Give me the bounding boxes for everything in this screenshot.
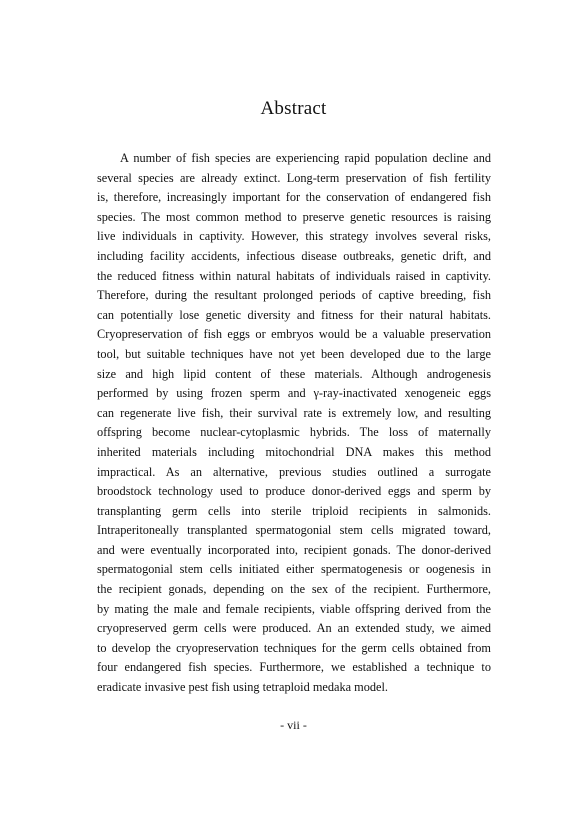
abstract-line: offspring become nuclear-cytoplasmic hybrids. The loss of maternally	[97, 425, 491, 440]
abstract-line: to develop the cryopreservation techniques for the germ cells obtained from	[97, 640, 491, 655]
abstract-line: Therefore, during the resultant prolonged periods of captive breeding, fish	[97, 288, 491, 303]
abstract-line: the recipient gonads, depending on the sex of the recipient. Furthermore,	[97, 582, 491, 597]
page-number: - vii -	[280, 718, 307, 732]
abstract-paragraph	[97, 149, 491, 698]
abstract-line: cryopreserved germ cells were produced. An an extended study, we aimed	[97, 621, 491, 636]
abstract-line: is, therefore, increasingly important for the conservation of endangered fish	[97, 190, 491, 205]
abstract-line: Cryopreservation of fish eggs or embryos would be a valuable preservation	[97, 327, 491, 342]
abstract-line: including facility accidents, infectious disease outbreaks, genetic drift, and	[97, 248, 491, 263]
abstract-line: the reduced fitness within natural habitats of individuals raised in captivity.	[97, 268, 491, 283]
abstract-line: several species are already extinct. Long-term preservation of fish fertility	[97, 170, 491, 185]
abstract-line: inherited materials including mitochondrial DNA makes this method	[97, 444, 491, 459]
abstract-title: Abstract	[260, 98, 327, 119]
abstract-line: by mating the male and female recipients, viable offspring derived from the	[97, 601, 491, 616]
abstract-line: Intraperitoneally transplanted spermatogonial stem cells migrated toward,	[97, 523, 491, 538]
abstract-line: performed by using frozen sperm and γ-ray‐inactivated xenogeneic eggs	[97, 386, 491, 401]
abstract-line: live individuals in captivity. However, this strategy involves several risks,	[97, 229, 491, 244]
abstract-line: and were eventually incorporated into, recipient gonads. The donor-derived	[97, 542, 491, 557]
abstract-line: eradicate invasive pest fish using tetraploid medaka model.	[97, 680, 388, 695]
abstract-line: four endangered fish species. Furthermore, we established a technique to	[97, 660, 491, 675]
abstract-line: tool, but suitable techniques have not yet been developed due to the large	[97, 346, 491, 361]
abstract-line: can potentially lose genetic diversity and fitness for their natural habitats.	[97, 307, 491, 322]
abstract-line: can regenerate live fish, their survival rate is extremely low, and resulting	[97, 405, 491, 420]
abstract-line: species. The most common method to preserve genetic resources is raising	[97, 209, 491, 224]
abstract-line: broodstock technology used to produce donor-derived eggs and sperm by	[97, 484, 491, 499]
abstract-line: transplanting germ cells into sterile triploid recipients in salmonids.	[97, 503, 491, 518]
abstract-line: size and high lipid content of these materials. Although androgenesis	[97, 366, 491, 381]
abstract-line: A number of fish species are experiencing rapid population decline and	[120, 151, 491, 165]
abstract-line: impractical. As an alternative, previous studies outlined a surrogate	[97, 464, 491, 479]
abstract-line: spermatogonial stem cells initiated either spermatogenesis or oogenesis in	[97, 562, 491, 577]
